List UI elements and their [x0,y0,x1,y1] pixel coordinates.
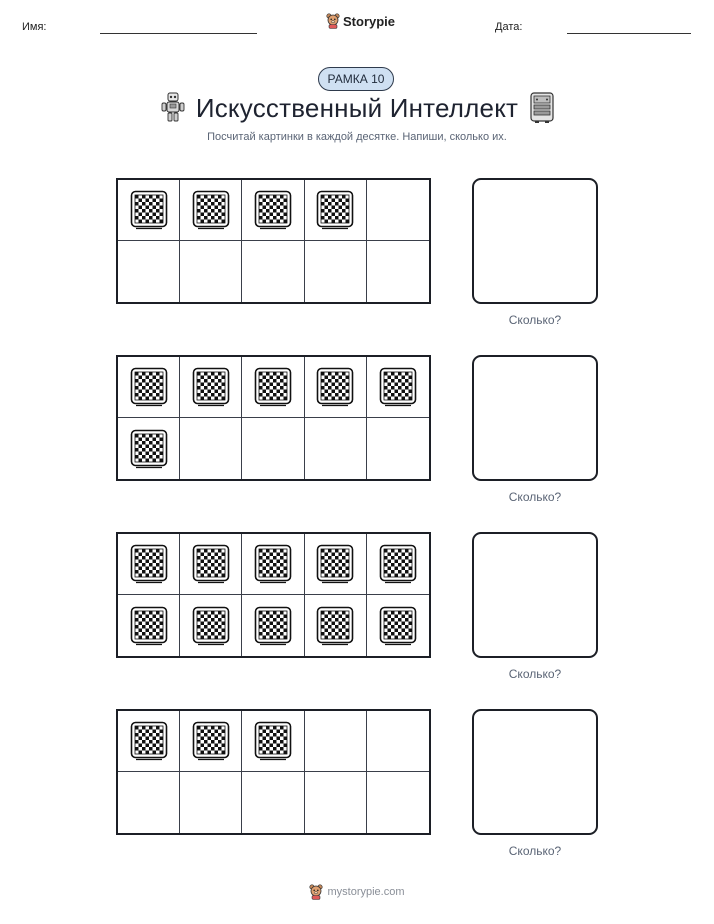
frame-cell [242,180,304,241]
frame-cell [180,595,242,656]
frame-cell [118,180,180,241]
chip-icon [130,606,168,646]
name-line [100,33,257,34]
chip-icon [254,544,292,584]
frame-cell [305,534,367,595]
frame-cell [242,711,304,772]
frame-cell [305,595,367,656]
storypie-bear-icon [326,13,340,29]
brand-logo [326,13,395,29]
chip-icon [379,367,417,407]
chip-icon [130,721,168,761]
how-many-label: Сколько? [508,313,562,327]
frame-cell [367,418,429,479]
frame-cell [305,357,367,418]
chip-icon [130,429,168,469]
frame-cell [118,711,180,772]
date-line [567,33,691,34]
frame-cell [305,241,367,302]
footer-url: mystorypie.com [327,886,405,898]
frame-cell [305,711,367,772]
instructions: Посчитай картинки в каждой десятке. Напиши, сколько их. [207,131,507,143]
frame-cell [367,180,429,241]
chip-icon [192,606,230,646]
frame-cell [118,772,180,833]
frame-cell [305,418,367,479]
chip-icon [379,606,417,646]
brand-name: Storypie [343,13,396,29]
frame-cell [367,357,429,418]
frame-cell [242,357,304,418]
frame-cell [367,241,429,302]
robot-icon [160,91,186,123]
ten-frame [116,178,431,304]
frame-cell [118,241,180,302]
frame-cell [242,241,304,302]
frame-cell [367,711,429,772]
frame-cell [242,534,304,595]
chip-icon [254,367,292,407]
how-many-label: Сколько? [508,844,562,858]
frame-cell [305,772,367,833]
frame-badge: РАМКА 10 [318,67,394,91]
frame-cell [180,180,242,241]
how-many-label: Сколько? [508,490,562,504]
server-icon [529,92,555,124]
answer-box[interactable] [472,709,598,835]
chip-icon [254,721,292,761]
chip-icon [316,367,354,407]
date-label: Дата: [495,21,523,33]
frame-cell [367,595,429,656]
chip-icon [192,721,230,761]
frame-cell [180,534,242,595]
chip-icon [192,190,230,230]
chip-icon [379,544,417,584]
chip-icon [130,544,168,584]
footer [0,884,714,900]
frame-cell [242,595,304,656]
frame-cell [367,534,429,595]
chip-icon [254,190,292,230]
answer-box[interactable] [472,178,598,304]
frame-cell [242,772,304,833]
storypie-bear-icon [309,884,323,900]
chip-icon [316,190,354,230]
ten-frame [116,355,431,481]
frame-cell [118,418,180,479]
frame-cell [242,418,304,479]
frame-cell [118,595,180,656]
frame-cell [118,357,180,418]
frame-cell [180,418,242,479]
chip-icon [130,190,168,230]
ten-frame [116,709,431,835]
chip-icon [254,606,292,646]
chip-icon [130,367,168,407]
page-title: Искусственный Интеллект [195,93,519,123]
ten-frame [116,532,431,658]
frame-cell [118,534,180,595]
chip-icon [316,544,354,584]
frame-cell [305,180,367,241]
how-many-label: Сколько? [508,667,562,681]
frame-cell [180,241,242,302]
frame-cell [180,357,242,418]
chip-icon [192,544,230,584]
chip-icon [316,606,354,646]
frame-cell [367,772,429,833]
frame-cell [180,711,242,772]
frame-cell [180,772,242,833]
answer-box[interactable] [472,355,598,481]
chip-icon [192,367,230,407]
name-label: Имя: [22,21,47,33]
answer-box[interactable] [472,532,598,658]
